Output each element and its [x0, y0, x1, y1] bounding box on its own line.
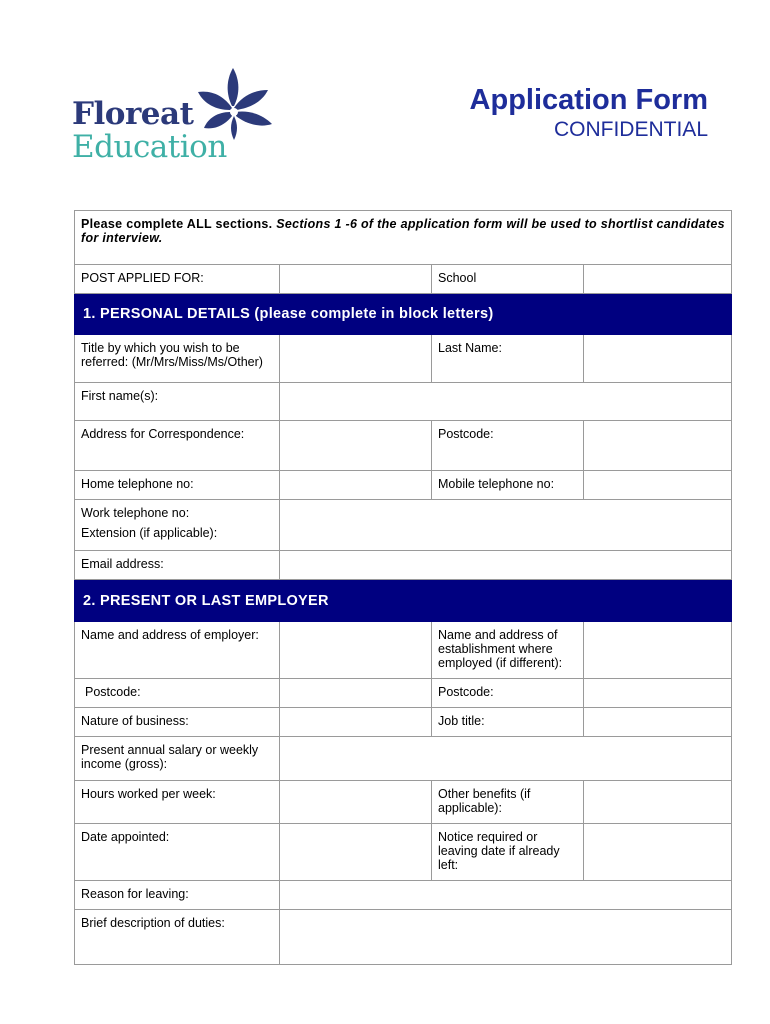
email-input[interactable] [280, 551, 732, 580]
date-appointed-row [75, 824, 732, 881]
mobile-telephone-input[interactable] [584, 471, 732, 500]
hours-label: Hours worked per week: [75, 781, 280, 824]
employer-input[interactable] [280, 622, 432, 679]
nature-of-business-input[interactable] [280, 708, 432, 737]
duties-label: Brief description of duties: [75, 910, 280, 965]
section2-header-row [75, 580, 732, 622]
last-name-input[interactable] [584, 335, 732, 383]
address-input[interactable] [280, 421, 432, 471]
first-names-input[interactable] [280, 383, 732, 421]
salary-input[interactable] [280, 737, 732, 781]
logo-word-education: Education [72, 129, 227, 165]
post-applied-input[interactable] [280, 265, 432, 294]
benefits-input[interactable] [584, 781, 732, 824]
establishment-postcode-input[interactable] [584, 679, 732, 708]
title-input[interactable] [280, 335, 432, 383]
work-telephone-cell [75, 500, 280, 551]
reason-input[interactable] [280, 881, 732, 910]
notice-input[interactable] [584, 824, 732, 881]
post-applied-label: POST APPLIED FOR: [75, 265, 280, 294]
telephone-row [75, 471, 732, 500]
title-label: Title by which you wish to be referred: (Mr/Mrs/Miss/Ms/Other) [75, 335, 280, 383]
section1-heading: 1. PERSONAL DETAILS (please complete in block letters) [75, 294, 732, 335]
school-input[interactable] [584, 265, 732, 294]
section2-heading: 2. PRESENT OR LAST EMPLOYER [75, 580, 732, 622]
mobile-telephone-label: Mobile telephone no: [432, 471, 584, 500]
duties-input[interactable] [280, 910, 732, 965]
post-applied-row [75, 265, 732, 294]
salary-row [75, 737, 732, 781]
employer-postcode-input[interactable] [280, 679, 432, 708]
school-label: School [432, 265, 584, 294]
logo-word-floreat: Floreat [72, 96, 194, 132]
home-telephone-label: Home telephone no: [75, 471, 280, 500]
reason-label: Reason for leaving: [75, 881, 280, 910]
email-row [75, 551, 732, 580]
reason-row [75, 881, 732, 910]
job-title-label: Job title: [432, 708, 584, 737]
confidential-label: CONFIDENTIAL [553, 118, 708, 141]
form-title-block [470, 83, 708, 143]
employer-postcode-label: Postcode: [75, 679, 280, 708]
intro-bold: Please complete ALL sections. [81, 217, 273, 231]
establishment-input[interactable] [584, 622, 732, 679]
nature-of-business-label: Nature of business: [75, 708, 280, 737]
business-row [75, 708, 732, 737]
duties-row [75, 910, 732, 965]
establishment-postcode-label: Postcode: [432, 679, 584, 708]
employer-row [75, 622, 732, 679]
last-name-label: Last Name: [432, 335, 584, 383]
salary-label: Present annual salary or weekly income (gross): [75, 737, 280, 781]
intro-row [75, 211, 732, 265]
intro-italic: Sections 1 -6 of the application form will be used to shortlist candidates for interview. [81, 217, 725, 245]
address-row [75, 421, 732, 471]
postcode-input[interactable] [584, 421, 732, 471]
establishment-label: Name and address of establishment where employed (if different): [432, 622, 584, 679]
first-names-row [75, 383, 732, 421]
hours-row [75, 781, 732, 824]
home-telephone-input[interactable] [280, 471, 432, 500]
job-title-input[interactable] [584, 708, 732, 737]
employer-postcode-row [75, 679, 732, 708]
work-telephone-row [75, 500, 732, 551]
first-names-label: First name(s): [75, 383, 280, 421]
extension-label: Extension (if applicable): [81, 526, 218, 540]
floreat-education-logo [70, 66, 280, 166]
benefits-label: Other benefits (if applicable): [432, 781, 584, 824]
work-telephone-input[interactable] [280, 500, 732, 551]
section1-header-row [75, 294, 732, 335]
title-row [75, 335, 732, 383]
intro-text [75, 211, 732, 265]
employer-label: Name and address of employer: [75, 622, 280, 679]
notice-label: Notice required or leaving date if already left: [432, 824, 584, 881]
postcode-label: Postcode: [432, 421, 584, 471]
application-form-table [74, 210, 732, 965]
work-telephone-label: Work telephone no: [81, 506, 190, 520]
address-label: Address for Correspondence: [75, 421, 280, 471]
hours-input[interactable] [280, 781, 432, 824]
date-appointed-label: Date appointed: [75, 824, 280, 881]
date-appointed-input[interactable] [280, 824, 432, 881]
email-label: Email address: [75, 551, 280, 580]
page-title: Application Form [469, 84, 708, 116]
